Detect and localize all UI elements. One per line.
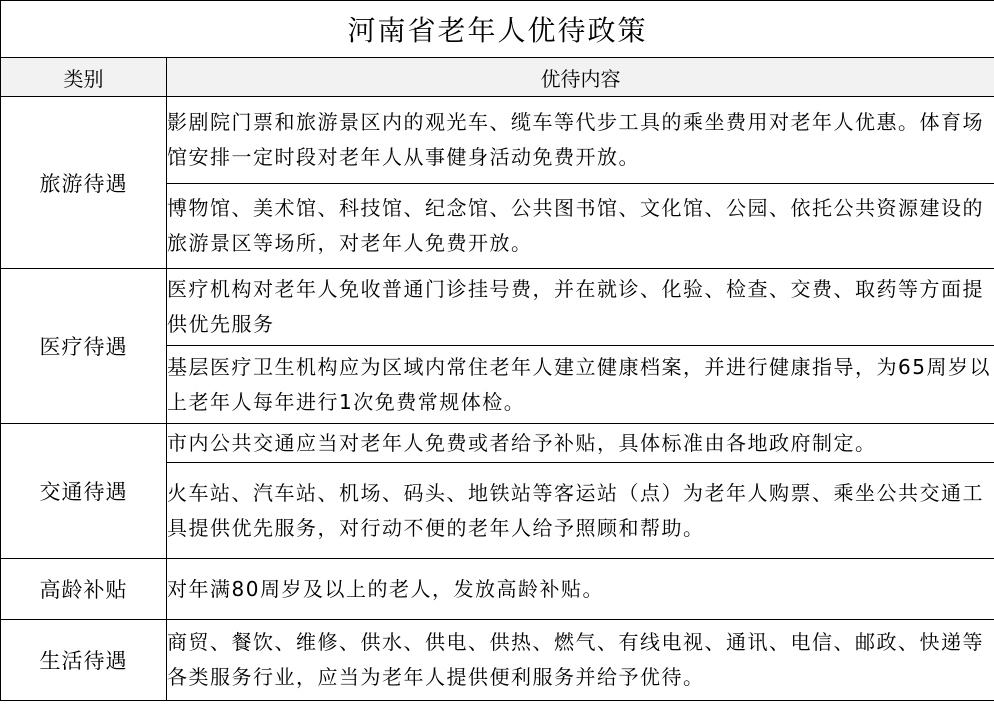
- table-row: [1, 97, 994, 184]
- content-cell: 对年满80周岁及以上的老人，发放高龄补贴。: [167, 559, 994, 620]
- table-row: [1, 559, 994, 620]
- category-living: 生活待遇: [1, 620, 167, 701]
- header-row: [1, 58, 994, 97]
- category-transport: 交通待遇: [1, 424, 167, 559]
- category-elderly-subsidy: 高龄补贴: [1, 559, 167, 620]
- category-medical: 医疗待遇: [1, 269, 167, 424]
- content-cell: 市内公共交通应当对老年人免费或者给予补贴，具体标准由各地政府制定。: [167, 424, 994, 463]
- table-row: [1, 424, 994, 463]
- header-category: 类别: [1, 58, 167, 97]
- table-row: [1, 269, 994, 346]
- content-cell: 火车站、汽车站、机场、码头、地铁站等客运站（点）为老年人购票、乘坐公共交通工具提供优先服务，对行动不便的老年人给予照顾和帮助。: [167, 463, 994, 559]
- content-cell: 商贸、餐饮、维修、供水、供电、供热、燃气、有线电视、通讯、电信、邮政、快递等各类服务行业，应当为老年人提供便利服务并给予优待。: [167, 620, 994, 701]
- content-cell: 影剧院门票和旅游景区内的观光车、缆车等代步工具的乘坐费用对老年人优惠。体育场馆安排一定时段对老年人从事健身活动免费开放。: [167, 97, 994, 184]
- header-content: 优待内容: [167, 58, 994, 97]
- category-travel: 旅游待遇: [1, 97, 167, 269]
- content-cell: 医疗机构对老年人免收普通门诊挂号费，并在就诊、化验、检查、交费、取药等方面提供优先服务: [167, 269, 994, 346]
- content-cell: 基层医疗卫生机构应为区域内常住老年人建立健康档案，并进行健康指导，为65周岁以上老年人每年进行1次免费常规体检。: [167, 346, 994, 424]
- table-row: [1, 620, 994, 701]
- content-cell: 博物馆、美术馆、科技馆、纪念馆、公共图书馆、文化馆、公园、依托公共资源建设的旅游景区等场所，对老年人免费开放。: [167, 184, 994, 269]
- title-row: [1, 1, 994, 58]
- table-title: 河南省老年人优待政策: [1, 1, 994, 58]
